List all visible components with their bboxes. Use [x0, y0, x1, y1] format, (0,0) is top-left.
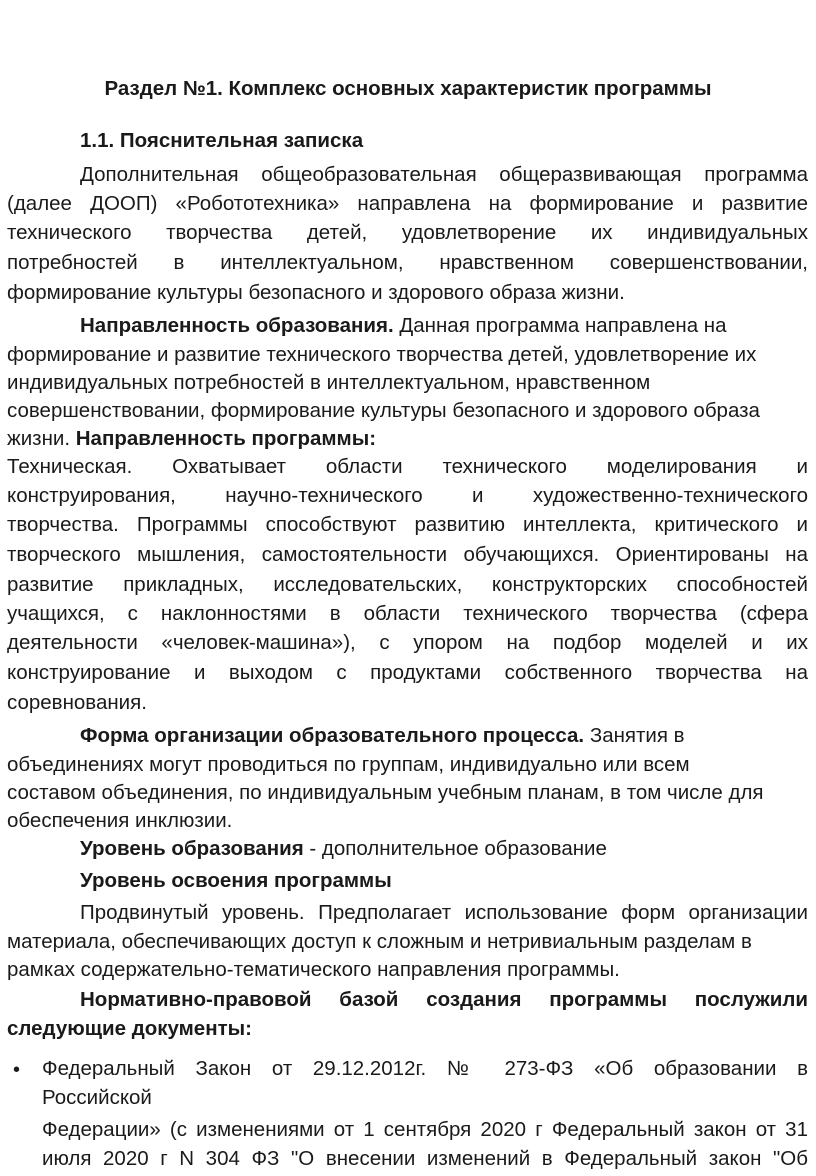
paragraph-line: Нормативно-правовой базой создания программы послужили: [80, 988, 808, 1011]
paragraph-line: учащихся, с наклонностями в области технического творчества (сфера: [7, 602, 808, 625]
label-value: - дополнительное образование: [303, 837, 607, 860]
bullet-marker: •: [13, 1059, 21, 1081]
paragraph-line: совершенствовании, формирование культуры безопасного и здорового образа: [7, 399, 760, 422]
lead-text: Данная программа направлена на: [393, 314, 727, 337]
paragraph-line: творческого мышления, самостоятельности обучающихся. Ориентированы на: [7, 543, 808, 566]
list-item-line: Федеральный Закон от 29.12.2012г. № 273-ФЗ «Об образовании в: [42, 1057, 808, 1080]
list-item-line: июля 2020 г N 304 ФЗ "О внесении изменений в Федеральный закон "Об: [42, 1147, 808, 1170]
paragraph-line: рамках содержательно-тематического направления программы.: [7, 958, 620, 981]
paragraph-line: [7, 424, 808, 454]
paragraph-line: формирование и развитие технического творчества детей, удовлетворение их: [7, 343, 757, 366]
education-level: [80, 834, 816, 864]
paragraph-line: потребностей в интеллектуальном, нравственном совершенствовании,: [7, 251, 808, 274]
paragraph-line: составом объединения, по индивидуальным учебным планам, в том числе для: [7, 781, 764, 804]
bold-lead: Направленность образования.: [80, 314, 394, 337]
paragraph-line: технического творчества детей, удовлетворение их индивидуальных: [7, 221, 808, 244]
paragraph-line: деятельности «человек-машина»), с упором на подбор моделей и их: [7, 631, 808, 654]
paragraph-line: объединениях могут проводиться по группам, индивидуально или всем: [7, 753, 690, 776]
paragraph-lead: [80, 311, 816, 341]
lead-text: Занятия в: [584, 724, 685, 747]
paragraph-line: следующие документы:: [7, 1017, 252, 1040]
paragraph-line: индивидуальных потребностей в интеллектуальном, нравственном: [7, 371, 651, 394]
bold-lead: Форма организации образовательного процесса.: [80, 724, 585, 747]
paragraph-line: (далее ДООП) «Робототехника» направлена на формирование и развитие: [7, 192, 808, 215]
paragraph-line: Техническая. Охватывает области технического моделирования и: [7, 455, 808, 478]
paragraph-line: развитие прикладных, исследовательских, конструкторских способностей: [7, 573, 808, 596]
paragraph-line: формирование культуры безопасного и здорового образа жизни.: [7, 281, 625, 304]
bold-label: Уровень образования: [80, 837, 304, 860]
list-item-line: Российской: [42, 1086, 152, 1109]
paragraph-line: конструирование и выходом с продуктами собственного творчества на: [7, 661, 808, 684]
paragraph-line: Дополнительная общеобразовательная общеразвивающая программа: [80, 163, 808, 186]
section-title: Раздел №1. Комплекс основных характеристик программы: [104, 77, 712, 100]
paragraph-line: конструирования, научно-технического и художественно-технического: [7, 484, 808, 507]
subsection-heading: 1.1. Пояснительная записка: [80, 129, 364, 152]
paragraph-line: материала, обеспечивающих доступ к сложным и нетривиальным разделам в: [7, 930, 752, 953]
mastery-level-heading: Уровень освоения программы: [80, 869, 392, 892]
paragraph-line: обеспечения инклюзии.: [7, 809, 233, 832]
bold-inline-heading: Направленность программы:: [75, 427, 377, 450]
paragraph-line: Продвинутый уровень. Предполагает использование форм организации: [80, 901, 808, 924]
paragraph-lead: [80, 721, 816, 751]
paragraph-line: творчества. Программы способствуют развитию интеллекта, критического и: [7, 513, 808, 536]
paragraph-line: соревнования.: [7, 691, 147, 714]
list-item-line: Федерации» (с изменениями от 1 сентября 2020 г Федеральный закон от 31: [42, 1118, 808, 1141]
line-text: жизни.: [7, 427, 76, 450]
